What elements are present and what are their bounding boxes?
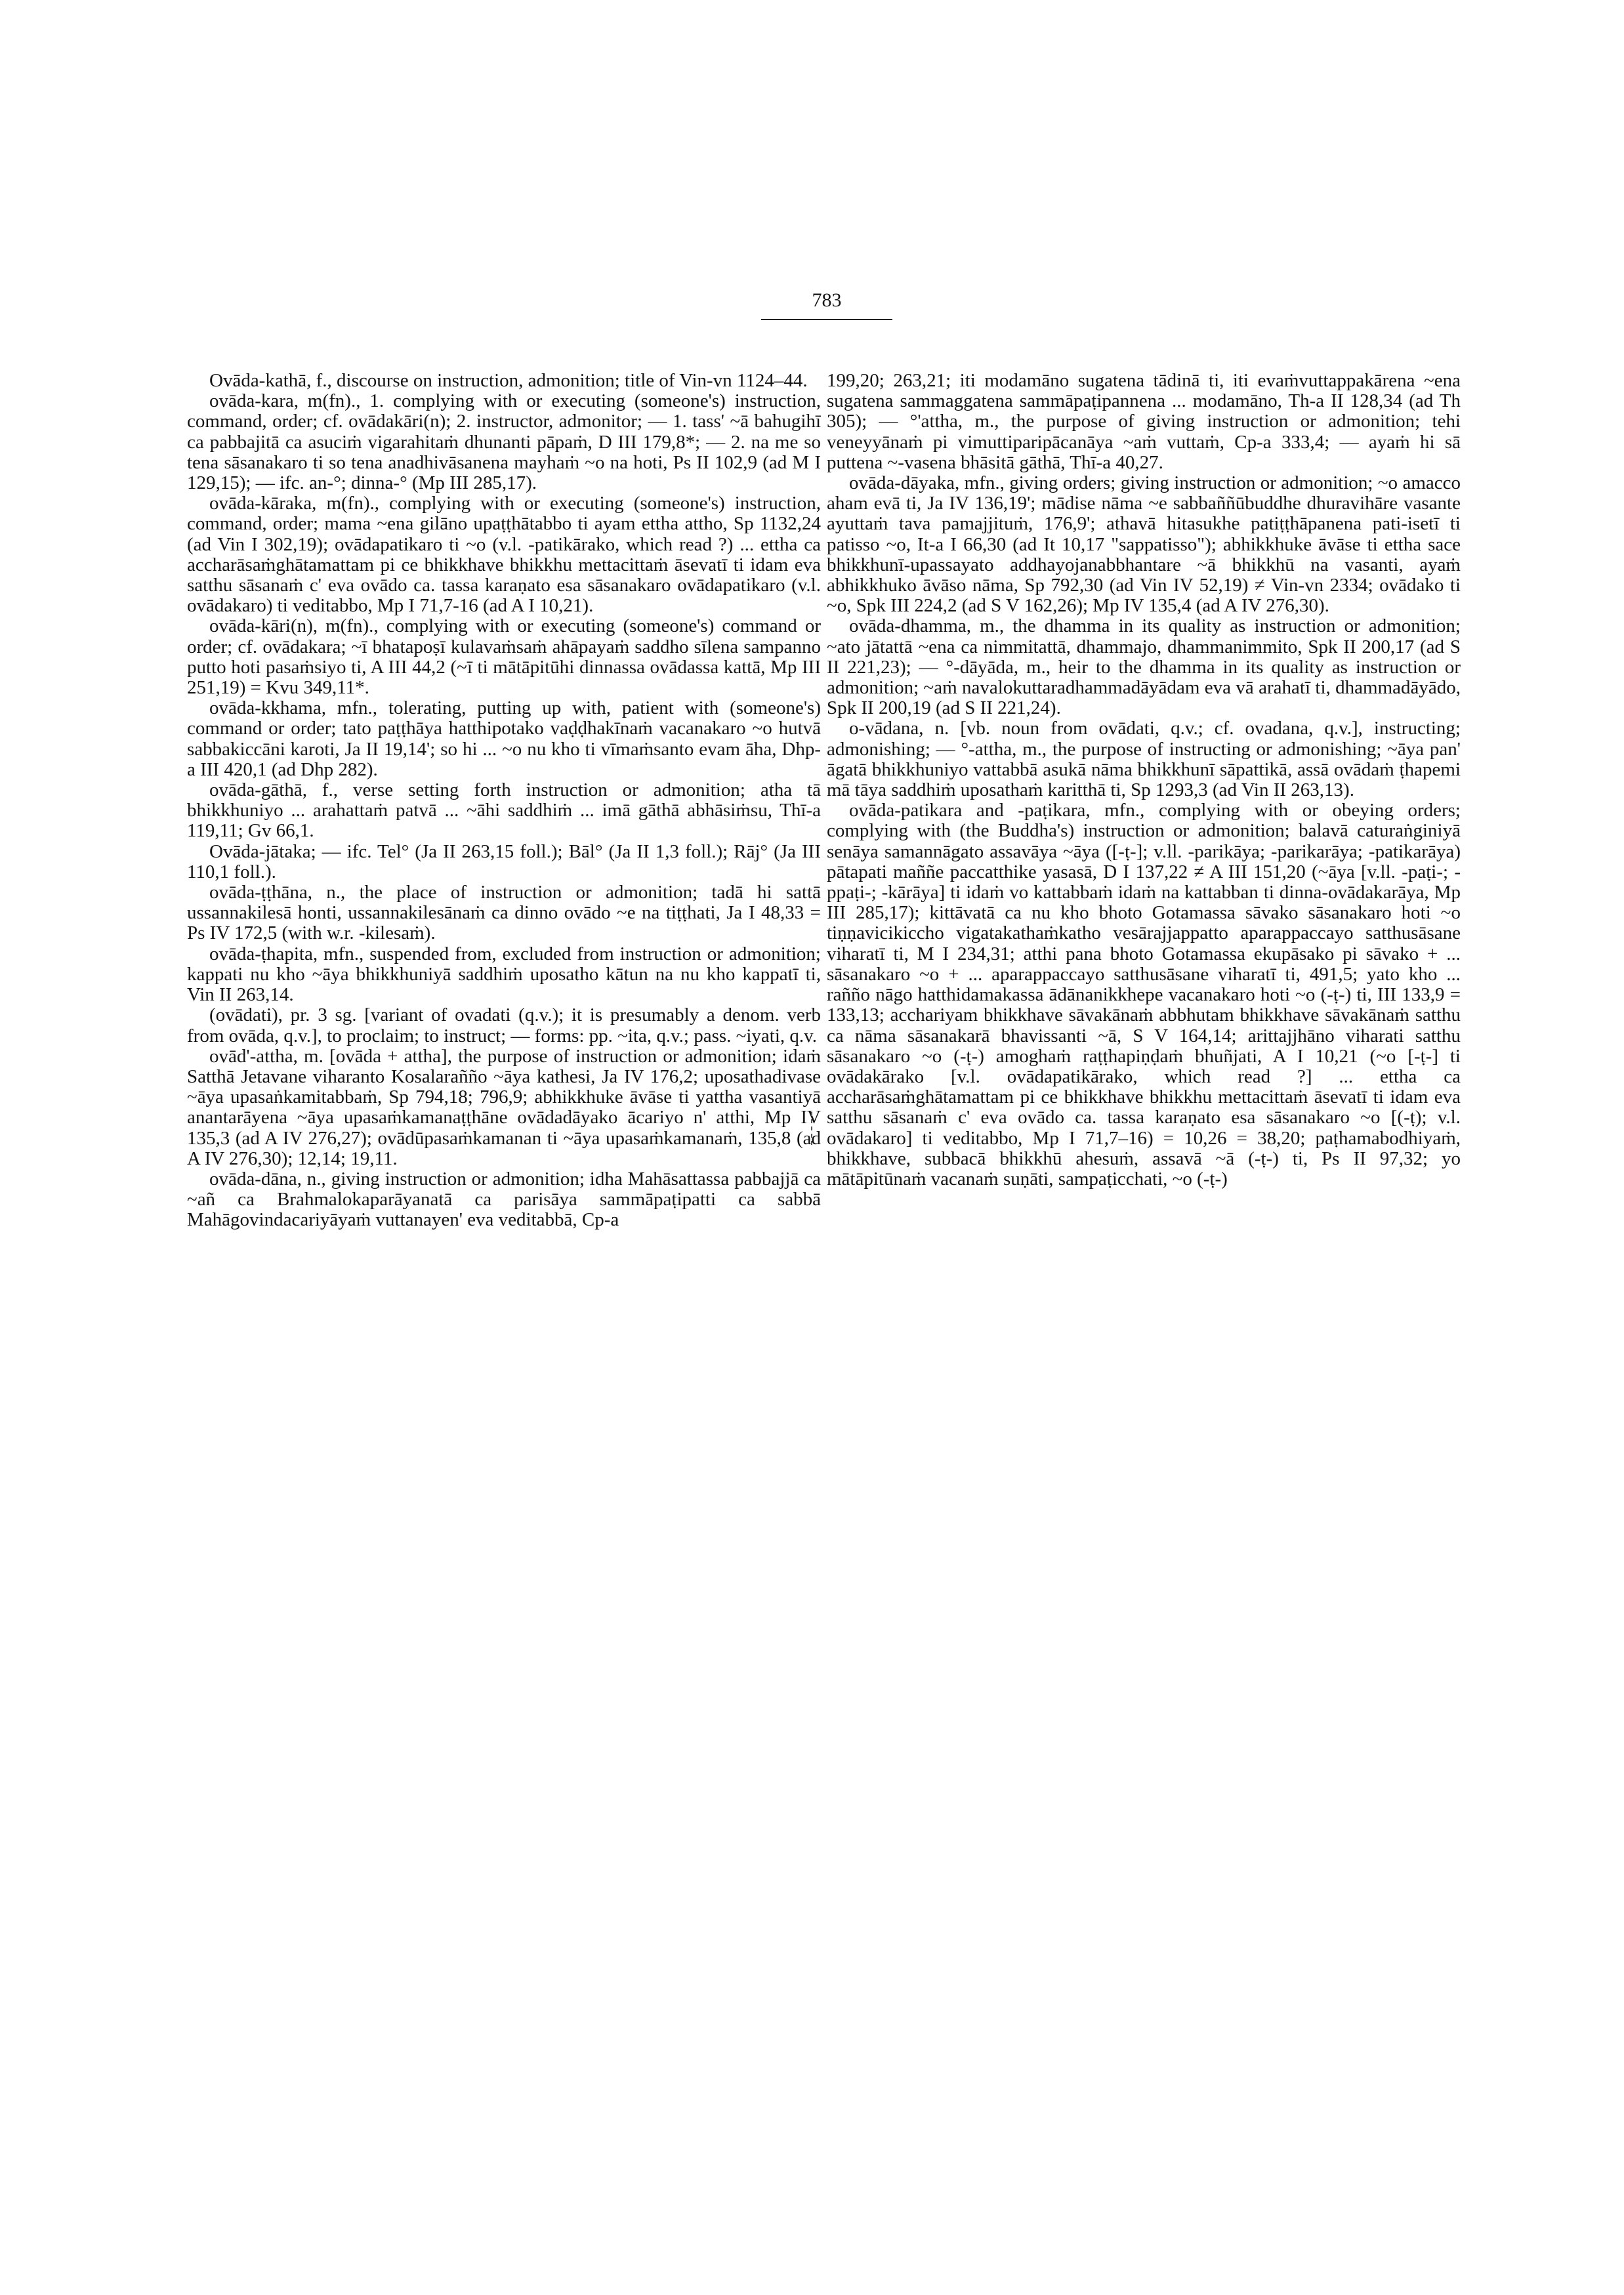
page-number-rule: [761, 319, 892, 320]
entry-ovada-dayaka: ovāda-dāyaka, mfn., giving orders; giving instruction or admonition; ~o amacco aham evā ti, Ja IV 136,19'; mādise nāma ~e sabbaññūbuddhe dhuravihāre vasante ayuttaṁ tava pamajjituṁ, 176,9'; athavā hitasukhe patiṭṭhāpanena pati-isetī ti patisso ~o, It-a I 66,30 (ad It 10,17 "sappatisso"); abhikkhuke āvāse ti ettha sace bhikkhunī-upassayato addhayojanabbhantare ~ā bhikkhū na vasanti, ayaṁ abhikkhuko āvāso nāma, Sp 792,30 (ad Vin IV 52,19) ≠ Vin-vn 2334; ovādako ti ~o, Spk III 224,2 (ad S V 162,26); Mp IV 135,4 (ad A IV 276,30).: [827, 472, 1461, 617]
entry-ovada-gatha: ovāda-gāthā, f., verse setting forth instruction or admonition; atha tā bhikkhuniyo ... arahattaṁ patvā ... ~āhi saddhiṁ ... imā gāthā abhāsiṁsu, Thī-a 119,11; Gv 66,1.: [187, 779, 821, 842]
entry-ovada-thapita: ovāda-ṭhapita, mfn., suspended from, excluded from instruction or admonition; kappati nu kho ~āya bhikkhuniyā saddhiṁ uposatho kātun na nu kho kappatī ti, Vin II 263,14.: [187, 943, 821, 1006]
entry-ovada-katha: Ovāda-kathā, f., discourse on instruction, admonition; title of Vin-vn 1124–44.: [209, 371, 808, 391]
entry-ovada-patikara: ovāda-patikara and -paṭikara, mfn., complying with or obeying orders; complying with (the Buddha's) instruction or admonition; balavā caturaṅginiyā senāya samannāgato assavāya ~āya ([-ṭ-]; v.ll. -parikāya; -parikarāya; -patikarāya) pātapati maññe paccatthike yasasā, D I 137,22 ≠ A III 151,20 (~āya [v.ll. -paṭi-; -ppaṭi-; -kārāya] ti idaṁ vo kattabbaṁ idaṁ na kattabban ti dinna-ovādakarāya, Mp III 285,17); kittāvatā ca nu kho bhoto Gotamassa sāvako sāsanakaro hoti ~o tiṇṇavicikiccho vigatakathaṁkatho vesārajjappatto aparappaccayo satthusāsane viharatī ti, M I 234,31; atthi pana bhoto Gotamassa ekupāsako pi sāvako + ... sāsanakaro ~o + ... aparappaccayo satthusāsane viharatī ti, 491,5; yato kho ... rañño nāgo hatthidamakassa ādānanikkhepe vacanakaro hoti ~o (-ṭ-) ti, III 133,9 = 133,13; acchariyam bhikkhave sāvakānaṁ abbhutam bhikkhave sāvakānaṁ satthu ca nāma sāsanakarā bhavissanti ~ā, S V 164,14; arittajjhāno viharati satthu sāsanakaro ~o (-ṭ-) amoghaṁ raṭṭhapiṇḍaṁ bhuñjati, A I 10,21 (~o [-ṭ-] ti ovādakārako [v.l. ovādapatikārako, which read ?] ... ettha ca accharāsaṁghātamattam pi ce bhikkhave bhikkhu mettacittaṁ āsevatī ti idam eva satthu sāsanaṁ c' eva ovādo ca. tassa karaṇato esa sāsanakaro ~o [(-ṭ); v.l. ovādakaro] ti veditabbo, Mp I 71,7–16) = 10,26 = 38,20; paṭhamabodhiyaṁ, bhikkhave, subbacā bhikkhū ahesuṁ, assavā ~ā (-ṭ-) ti, Ps II 97,32; yo mātāpitūnaṁ vacanaṁ suṇāti, sampaṭicchati, ~o (-ṭ-): [827, 800, 1461, 1189]
entry-o-vadana: o-vādana, n. [vb. noun from ovādati, q.v.; cf. ovadana, q.v.], instructing; admonishing; — °-attha, m., the purpose of instructing or admonishing; ~āya pan' āgatā bhikkhuniyo vattabbā asukā nāma bhikkhunī sāpattikā, assā ovādaṁ ṭhapemi mā tāya saddhiṁ uposathaṁ karitthā ti, Sp 1293,3 (ad Vin II 263,13).: [827, 718, 1461, 801]
entry-ovada-dana: ovāda-dāna, n., giving instruction or admonition; idha Mahāsattassa pabbajjā ca ~añ ca Brahmalokaparāyanatā ca parisāya sammāpaṭipatti ca sabbā Mahāgovindacariyāyaṁ vuttanayen' eva veditabbā, Cp-a: [187, 1168, 821, 1231]
left-column: [187, 371, 821, 2181]
entry-ovada-dhamma: ovāda-dhamma, m., the dhamma in its quality as instruction or admonition; ~ato jātattā ~ena ca nimmitattā, dhammajo, dhammanimmito, Spk II 200,17 (ad S II 221,23); — °-dāyāda, m., heir to the dhamma in its quality as instruction or admonition; ~aṁ navalokuttaradhammadāyādam eva vā arahatī ti, dhammadāyādo, Spk II 200,19 (ad S II 221,24).: [827, 615, 1461, 719]
entry-ovada-jataka: Ovāda-jātaka; — ifc. Tel° (Ja II 263,15 foll.); Bāl° (Ja II 1,3 foll.); Rāj° (Ja III 110,1 foll.).: [187, 840, 821, 882]
entry-ovada-karaka: ovāda-kāraka, m(fn)., complying with or executing (someone's) instruction, command, order; mama ~ena gilāno upaṭṭhātabbo ti ayam ettha attho, Sp 1132,24 (ad Vin I 302,19); ovādapatikaro ti ~o (v.l. -patikārako, which read ?) ... ettha ca accharāsaṁghātamattam pi ce bhikkhave bhikkhu mettacittaṁ āsevatī ti idam eva satthu sāsanaṁ c' eva ovādo ca. tassa karaṇato esa sāsanakaro ovādapatikaro (v.l. ovādakaro) ti veditabbo, Mp I 71,7-16 (ad A I 10,21).: [187, 493, 821, 617]
entry-ovad-attha: ovād'-attha, m. [ovāda + attha], the purpose of instruction or admonition; idaṁ Satthā Jetavane viharanto Kosalarañño ~āya kathesi, Ja IV 176,2; uposathadivase ~āya upasaṅkamitabbaṁ, Sp 794,18; 796,9; abhikkhuke āvāse ti yattha vasantiyā anantarāyena ~āya upasaṁkamanaṭṭhāne ovādadāyako ācariyo n' atthi, Mp IV 135,3 (ad A IV 276,27); ovādūpasaṁkamanan ti ~āya upasaṁkamanaṁ, 135,8 (ad A IV 276,30); 12,14; 19,11.: [187, 1045, 821, 1169]
entry-ovada-dana-continued: 199,20; 263,21; iti modamāno sugatena tādinā ti, iti evaṁvuttappakārena ~ena sugatena sammaggatena sammāpaṭipannena ... modamāno, Th-a II 128,34 (ad Th 305); — °'attha, m., the purpose of giving instruction or admonition; tehi veneyyānaṁ pi vimuttiparipācanāya ~aṁ vuttaṁ, Cp-a 333,4; — ayaṁ hi sā puttena ~-vasena bhāsitā gāthā, Thī-a 40,27.: [827, 371, 1461, 473]
entry-ovada-kara: ovāda-kara, m(fn)., 1. complying with or executing (someone's) instruction, command, order; cf. ovādakāri(n); 2. instructor, admonitor; — 1. tass' ~ā bahugihī ca pabbajitā ca asuciṁ vigarahitaṁ dhunanti pāpaṁ, D III 179,8*; — 2. na me so tena sāsanakaro ti so tena anadhivāsanena mayhaṁ ~o na hoti, Ps II 102,9 (ad M I 129,15); — ifc. an-°; dinna-° (Mp III 285,17).: [187, 390, 821, 494]
column-divider-mark: [811, 1112, 812, 1145]
entry-ovada-karin: ovāda-kāri(n), m(fn)., complying with or executing (someone's) command or order; cf. ovādakara; ~ī bhatapoṣī kulavaṁsaṁ ahāpayaṁ saddho sīlena sampanno putto hoti pasaṁsiyo ti, A III 44,2 (~ī ti mātāpitūhi dinnassa ovādassa kattā, Mp III 251,19) = Kvu 349,11*.: [187, 615, 821, 699]
entry-ovada-kkhama: ovāda-kkhama, mfn., tolerating, putting up with, patient with (someone's) command or order; tato paṭṭhāya hatthipotako vaḍḍhakīnaṁ vacanakaro ~o hutvā sabbakiccāni karoti, Ja II 19,14'; so hi ... ~o nu kho ti vīmaṁsanto evam āha, Dhp-a III 420,1 (ad Dhp 282).: [187, 697, 821, 780]
page-number: 783: [812, 289, 842, 311]
right-column: [827, 371, 1461, 2181]
entry-ovadati: (ovādati), pr. 3 sg. [variant of ovadati (q.v.); it is presumably a denom. verb from ovāda, q.v.], to proclaim; to instruct; — forms: pp. ~ita, q.v.; pass. ~iyati, q.v.: [187, 1004, 821, 1046]
entry-ovada-tthana: ovāda-ṭṭhāna, n., the place of instruction or admonition; tadā hi sattā ussannakilesā honti, ussannakilesānaṁ ca dinno ovādo ~e na tiṭṭhati, Ja I 48,33 = Ps IV 172,5 (with w.r. -kilesaṁ).: [187, 882, 821, 944]
